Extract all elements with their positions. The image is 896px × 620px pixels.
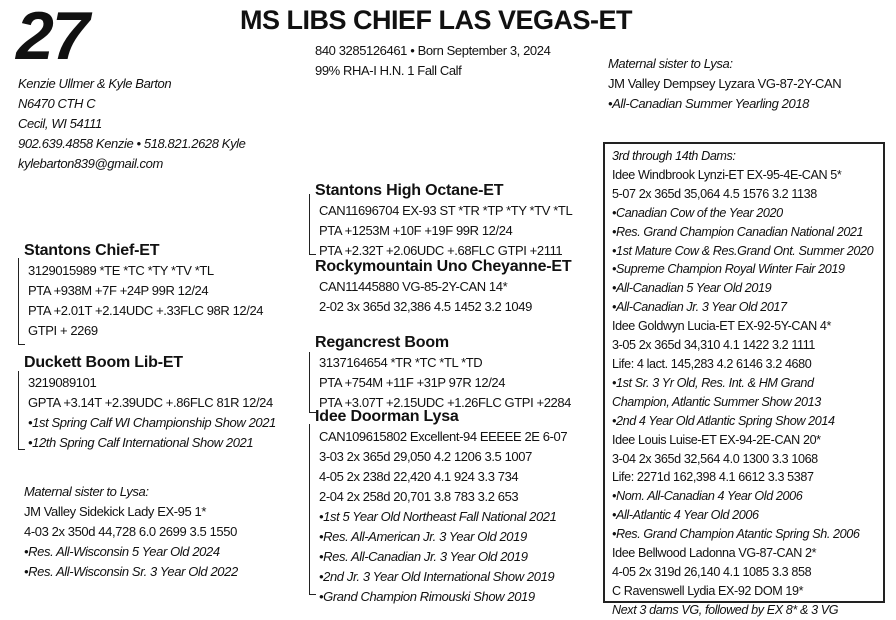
dams-box-line: Life: 4 lact. 145,283 4.2 6146 3.2 4680: [612, 356, 812, 371]
dams-box-line: Idee Windbrook Lynzi-ET EX-95-4E-CAN 5*: [612, 167, 842, 182]
sire-line: 3129015989 *TE *TC *TY *TV *TL: [28, 263, 214, 278]
sire-name: Stantons Chief-ET: [24, 242, 160, 259]
dams-box-line: Idee Louis Luise-ET EX-94-2E-CAN 20*: [612, 432, 821, 447]
maternal-sister-name: JM Valley Dempsey Lyzara VG-87-2Y-CAN: [608, 76, 842, 91]
maternal-sister-top: [608, 54, 841, 114]
consignor-block: [18, 74, 245, 174]
dams-sire-name: Regancrest Boom: [315, 334, 449, 351]
dams-dam-award: •2nd Jr. 3 Year Old International Show 2019: [319, 569, 555, 584]
dams-box-line: •All-Atlantic 4 Year Old 2006: [612, 508, 759, 523]
sires-sire-line: PTA +1253M +10F +19F 99R 12/24: [319, 223, 513, 238]
dams-box-line: 3-04 2x 365d 32,564 4.0 1300 3.3 1068: [612, 451, 818, 466]
dam: [24, 352, 276, 453]
dams-box-line: •Res. Grand Champion Canadian National 2021: [612, 224, 864, 239]
dams-dam-line: 3-03 2x 365d 29,050 4.2 1206 3.5 1007: [319, 449, 532, 464]
maternal-sister-bottom-award: •Res. All-Wisconsin 5 Year Old 2024: [24, 544, 220, 559]
dams-dam-line: 2-04 2x 258d 20,701 3.8 783 3.2 653: [319, 489, 519, 504]
sires-sire-name: Stantons High Octane-ET: [315, 182, 504, 199]
sire-line: GTPI + 2269: [28, 323, 98, 338]
dams-box-line: •1st Mature Cow & Res.Grand Ont. Summer 2020: [612, 243, 874, 258]
consignor-email[interactable]: kylebarton839@gmail.com: [18, 156, 163, 171]
dams-sire-line: PTA +754M +11F +31P 97R 12/24: [319, 375, 506, 390]
sires-dam-line: CAN11445880 VG-85-2Y-CAN 14*: [319, 279, 508, 294]
header-info: [315, 41, 550, 81]
sires-sire-line: PTA +2.32T +2.06UDC +.68FLC GTPI +2111: [319, 243, 563, 258]
header-line-1: 840 3285126461 • Born September 3, 2024: [315, 43, 551, 58]
dam-award: •1st Spring Calf WI Championship Show 2021: [28, 415, 276, 430]
sire-line: PTA +938M +7F +24P 99R 12/24: [28, 283, 209, 298]
dams-box-line: •Res. Grand Champion Atantic Spring Sh. 2006: [612, 527, 860, 542]
dams-box-line: 4-05 2x 319d 26,140 4.1 1085 3.3 858: [612, 564, 812, 579]
sire-line: PTA +2.01T +2.14UDC +.33FLC 98R 12/24: [28, 303, 264, 318]
dams-sire-line: 3137164654 *TR *TC *TL *TD: [319, 355, 483, 370]
sires-dam: [315, 256, 571, 317]
consignor-phone: 902.639.4858 Kenzie • 518.821.2628 Kyle: [18, 136, 246, 151]
header-line-2: 99% RHA-I H.N. 1 Fall Calf: [315, 63, 462, 78]
dams-dam-award: •Res. All-American Jr. 3 Year Old 2019: [319, 529, 527, 544]
consignor-name: Kenzie Ullmer & Kyle Barton: [18, 76, 172, 91]
dams-box-line: 5-07 2x 365d 35,064 4.5 1576 3.2 1138: [612, 186, 817, 201]
dams-box-line: C Ravenswell Lydia EX-92 DOM 19*: [612, 583, 804, 598]
dams-box-line: •Supreme Champion Royal Winter Fair 2019: [612, 262, 845, 277]
dams-box-line: •Canadian Cow of the Year 2020: [612, 205, 783, 220]
consignor-address: N6470 CTH C: [18, 96, 96, 111]
dam-line: 3219089101: [28, 375, 97, 390]
sires-sire: [315, 180, 572, 261]
dams-box-line: Champion, Atlantic Summer Show 2013: [612, 394, 821, 409]
dams-box-line: •All-Canadian Jr. 3 Year Old 2017: [612, 300, 787, 315]
sires-dam-name: Rockymountain Uno Cheyanne-ET: [315, 258, 572, 275]
maternal-sister-bottom: [24, 482, 238, 582]
dams-sire: [315, 332, 571, 413]
dams-dam-award: •Res. All-Canadian Jr. 3 Year Old 2019: [319, 549, 528, 564]
dams-dam-award: •Grand Champion Rimouski Show 2019: [319, 589, 535, 604]
consignor-city: Cecil, WI 54111: [18, 116, 102, 131]
sire: [24, 240, 263, 341]
maternal-sister-bottom-line: 4-03 2x 350d 44,728 6.0 2699 3.5 1550: [24, 524, 237, 539]
dams-dam: [315, 406, 567, 607]
dams-dam-award: •1st 5 Year Old Northeast Fall National 2021: [319, 509, 557, 524]
dams-box-line: Idee Goldwyn Lucia-ET EX-92-5Y-CAN 4*: [612, 319, 832, 334]
maternal-sister-bottom-name: JM Valley Sidekick Lady EX-95 1*: [24, 504, 207, 519]
dams-box-line: 3rd through 14th Dams:: [612, 149, 736, 163]
sires-dam-line: 2-02 3x 365d 32,386 4.5 1452 3.2 1049: [319, 299, 532, 314]
dams-dam-line: CAN109615802 Excellent-94 EEEEE 2E 6-07: [319, 429, 568, 444]
dam-award: •12th Spring Calf International Show 2021: [28, 435, 254, 450]
animal-title: MS LIBS CHIEF LAS VEGAS-ET: [240, 5, 633, 35]
maternal-sister-bottom-award: •Res. All-Wisconsin Sr. 3 Year Old 2022: [24, 564, 238, 579]
dams-dam-line: 4-05 2x 238d 22,420 4.1 924 3.3 734: [319, 469, 519, 484]
dams-box-line: •All-Canadian 5 Year Old 2019: [612, 281, 772, 296]
dams-box-line: •Nom. All-Canadian 4 Year Old 2006: [612, 489, 803, 504]
dams-dam-name: Idee Doorman Lysa: [315, 408, 459, 425]
maternal-sister-label: Maternal sister to Lysa:: [608, 56, 733, 71]
dams-box-line: •1st Sr. 3 Yr Old, Res. Int. & HM Grand: [612, 375, 814, 390]
dam-line: GPTA +3.14T +2.39UDC +.86FLC 81R 12/24: [28, 395, 273, 410]
lot-number: 27: [16, 0, 88, 74]
dams-box-line: •2nd 4 Year Old Atlantic Spring Show 2014: [612, 413, 835, 428]
dams-box-line: Idee Bellwood Ladonna VG-87-CAN 2*: [612, 546, 817, 561]
maternal-sister-bottom-label: Maternal sister to Lysa:: [24, 484, 149, 499]
dams-box-line: Life: 2271d 162,398 4.1 6612 3.3 5387: [612, 470, 814, 485]
dams-sire-line: PTA +3.07T +2.15UDC +1.26FLC GTPI +2284: [319, 395, 572, 410]
dams-box: [612, 147, 873, 620]
dams-box-line: Next 3 dams VG, followed by EX 8* & 3 VG: [612, 602, 839, 617]
dam-name: Duckett Boom Lib-ET: [24, 354, 183, 371]
sires-sire-line: CAN11696704 EX-93 ST *TR *TP *TY *TV *TL: [319, 203, 573, 218]
maternal-sister-award: •All-Canadian Summer Yearling 2018: [608, 96, 810, 111]
dams-box-line: 3-05 2x 365d 34,310 4.1 1422 3.2 1111: [612, 338, 815, 353]
